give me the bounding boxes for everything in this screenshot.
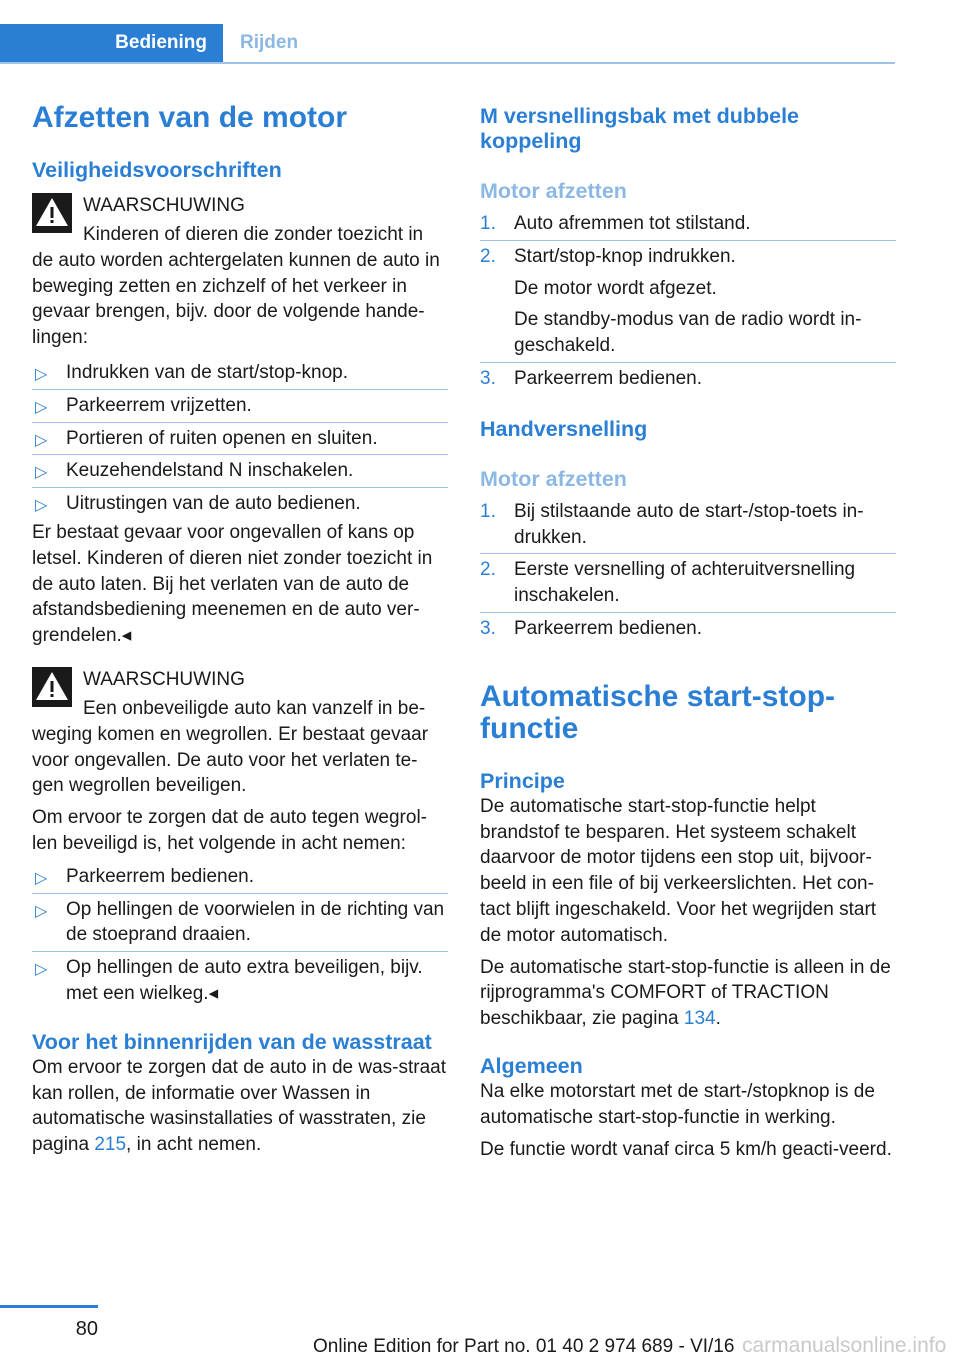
- list-item: 2. Eerste versnelling of achteruitversnelling inschakelen.: [480, 554, 896, 613]
- triangle-right-icon: ▷: [35, 365, 48, 383]
- tab-bediening[interactable]: Bediening: [0, 24, 223, 62]
- triangle-right-icon: ▷: [35, 961, 48, 979]
- dct-heading: M versnellingsbak met dubbele koppeling: [480, 104, 800, 153]
- warning-list-1: [32, 357, 448, 520]
- list-item: 2. Start/stop-knop indrukken. De motor wordt afgezet. De standby-modus van de radio wordt in-geschakeld.: [480, 241, 896, 363]
- list-item: ▷ Parkeerrem vrijzetten.: [32, 390, 448, 423]
- safety-heading: Veiligheidsvoorschriften: [32, 158, 282, 182]
- principle-p1: De automatische start-stop-functie helpt brandstof te besparen. Het systeem schakelt daarvoor de motor tijdens een stop uit, bijvoor-beeld in een file of bij verkeerslichten. Het con-tact blijft ingeschakeld. Voor het wegrijden start de motor automatisch.: [480, 795, 877, 946]
- warning-label-1: WAARSCHUWING: [83, 195, 245, 216]
- dct-subheading: Motor afzetten: [480, 179, 627, 203]
- page-link-215[interactable]: 215: [94, 1134, 127, 1156]
- carwash-text: Om ervoor te zorgen dat de auto in de was-straat kan rollen, de informatie over Wassen in automatische wasinstallaties of wasstraten, zie pagina 215, in acht nemen.: [32, 1056, 446, 1156]
- watermark: carmanualsonline.info: [742, 1334, 947, 1357]
- triangle-right-icon: ▷: [35, 497, 48, 515]
- triangle-right-icon: ▷: [35, 398, 48, 416]
- principle-p2: De automatische start-stop-functie is alleen in de rijprogramma's COMFORT of TRACTION beschikbaar, zie pagina 134.: [480, 956, 891, 1030]
- list-item: ▷ Indrukken van de start/stop-knop.: [32, 357, 448, 390]
- principle-heading: Principe: [480, 768, 565, 793]
- section-title-afzetten: Afzetten van de motor: [32, 101, 348, 134]
- manual-steps: [480, 496, 896, 645]
- warning-intro-1: Kinderen of dieren die zonder toezicht in: [83, 224, 424, 245]
- list-item: ▷ Uitrustingen van de auto bedienen.: [32, 488, 448, 520]
- list-item: ▷ Keuzehendelstand N inschakelen.: [32, 455, 448, 488]
- page-number: 80: [75, 1318, 98, 1340]
- general-p2: De functie wordt vanaf circa 5 km/h geacti-veerd.: [480, 1138, 892, 1160]
- autostop-title: Automatische start-stop-functie: [480, 679, 836, 745]
- page-link-134[interactable]: 134: [683, 1008, 716, 1030]
- warning-intro-2: Een onbeveiligde auto kan vanzelf in be-: [83, 697, 426, 719]
- left-column: [32, 102, 448, 1158]
- right-column: [480, 104, 896, 1162]
- list-item: ▷ Portieren of ruiten openen en sluiten.: [32, 423, 448, 456]
- list-item: ▷ Op hellingen de auto extra beveiligen, bijv. met een wielkeg.◂: [35, 957, 423, 1004]
- edition-text: Online Edition for Part no. 01 40 2 974 689 - VI/16: [313, 1336, 735, 1357]
- list-item: ▷ Parkeerrem bedienen.: [32, 861, 448, 894]
- tab-rijden[interactable]: Rijden: [240, 32, 299, 53]
- triangle-right-icon: ▷: [35, 902, 48, 920]
- warning-para-2: Om ervoor te zorgen dat de auto tegen wegrol-len beveiligd is, het volgende in acht nemen:: [32, 807, 428, 854]
- carwash-heading: Voor het binnenrijden van de wasstraat: [32, 1029, 432, 1054]
- list-item: ▷ Op hellingen de voorwielen in de richting van de stoeprand draaien.: [32, 894, 448, 953]
- warning-list-2: [32, 861, 448, 1010]
- general-p1: Na elke motorstart met de start-/stopknop is de automatische start-stop-functie in werking.: [480, 1080, 875, 1128]
- warning-triangle-icon: [32, 667, 72, 707]
- warning-body-2: weging komen en wegrollen. Er bestaat gevaar voor ongevallen. De auto voor het verlaten te-gen wegrollen beveiligen.: [32, 723, 429, 797]
- list-item: 1. Bij stilstaande auto de start-/stop-toets in-drukken.: [480, 496, 896, 555]
- list-item: 1. Auto afremmen tot stilstand.: [480, 208, 896, 241]
- triangle-right-icon: ▷: [35, 431, 48, 449]
- list-item: 3. Parkeerrem bedienen.: [480, 617, 702, 639]
- list-item: 3. Parkeerrem bedienen.: [480, 367, 702, 389]
- warning-block-2: [32, 667, 448, 799]
- warning-block-1: [32, 193, 448, 351]
- warning-triangle-icon: [32, 193, 72, 233]
- manual-subheading: Motor afzetten: [480, 466, 627, 491]
- manual-heading: Handversnelling: [480, 416, 648, 441]
- general-heading: Algemeen: [480, 1053, 583, 1078]
- triangle-right-icon: ▷: [35, 869, 48, 887]
- dct-steps: [480, 208, 896, 395]
- footer-rule: [0, 1305, 98, 1308]
- warning-body-1: de auto worden achtergelaten kunnen de auto in beweging zetten en zichzelf of het verkeer in gevaar brengen, bijv. door de volgende hande-lingen:: [32, 249, 440, 349]
- triangle-right-icon: ▷: [35, 464, 48, 482]
- warning-outro-1: Er bestaat gevaar voor ongevallen of kans op letsel. Kinderen of dieren niet zonder toezicht in de auto laten. Bij het verlaten van de auto de afstandsbediening meenemen en de auto ver-grendelen.◂: [32, 521, 433, 647]
- warning-label-2: WAARSCHUWING: [83, 668, 245, 690]
